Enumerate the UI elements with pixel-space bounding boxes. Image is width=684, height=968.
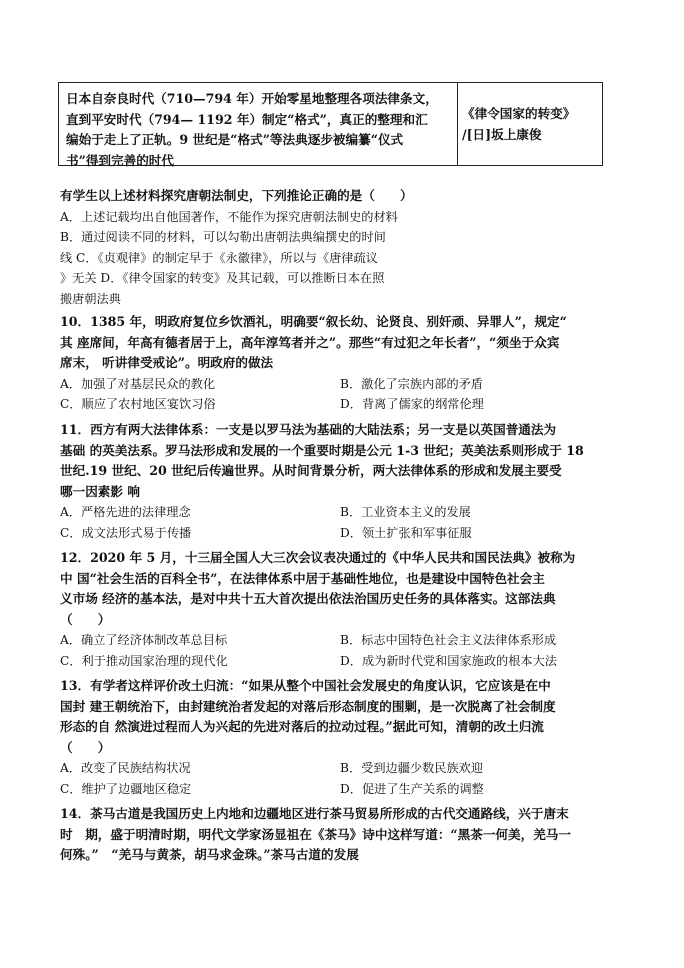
- option-a: A．确立了经济体制改革总目标: [60, 633, 228, 647]
- option-c: C．成文法形式易于传播: [60, 525, 192, 540]
- option-b: B．工业资本主义的发展: [340, 505, 471, 519]
- question-11: [60, 420, 650, 543]
- option-c: C．利于推动国家治理的现代化: [60, 653, 228, 668]
- question-stem-line: （ ）: [60, 739, 111, 755]
- option-b: B．标志中国特色社会主义法律体系形成: [340, 633, 557, 647]
- option-d: D．成为新时代党和国家施政的根本大法: [340, 653, 557, 668]
- options-grid: [60, 758, 650, 799]
- question-14: [60, 804, 650, 866]
- question-stem-line: 10．1385 年，明政府复位乡饮酒礼，明确要“叙长幼、论贤良、别奸顽、异罪人”，规定“: [60, 314, 567, 329]
- question-option-line: 》无关 D．《律令国家的转变》及其记载，可以推断日本在照: [60, 271, 385, 285]
- question-stem-line: 何殊。” “羌马与黄茶，胡马求金珠。”茶马古道的发展: [60, 847, 359, 862]
- question-10: [60, 312, 650, 415]
- source-excerpt-line: 书”得到完善的时代: [66, 152, 174, 168]
- question-9: [60, 186, 650, 309]
- question-stem-line: 时 期，盛于明清时期，明代文学家汤显祖在《茶马》诗中这样写道：“黑茶一何美，羌马一: [60, 826, 571, 842]
- question-option-line: 搬唐朝法典: [60, 291, 121, 306]
- options-grid: [60, 630, 650, 671]
- option-a: A．加强了对基层民众的教化: [60, 376, 216, 391]
- option-c: C．顺应了农村地区宴饮习俗: [60, 397, 216, 411]
- question-stem-line: 国封 建王朝统治下，由封建统治者发起的对落后形态制度的围剿，是一次脱离了社会制度: [60, 698, 556, 714]
- option-a: A．严格先进的法律理念: [60, 505, 191, 519]
- options-grid: [60, 502, 650, 543]
- question-stem-line: 14．茶马古道是我国历史上内地和边疆地区进行茶马贸易所形成的古代交通路线，兴于唐末: [60, 806, 569, 821]
- option-a: A．改变了民族结构状况: [60, 761, 191, 775]
- option-c: C．维护了边疆地区稳定: [60, 781, 192, 796]
- source-excerpt-line: 日本自奈良时代（710—794 年）开始零星地整理各项法律条文，: [66, 91, 438, 106]
- option-b: B．受到边疆少数民族欢迎: [340, 761, 484, 775]
- source-excerpt-line: 直到平安时代（794— 1192 年）制定“格式”，真正的整理和汇: [66, 111, 428, 127]
- source-citation-title: 《律令国家的转变》: [462, 106, 576, 121]
- question-stem-line: 12．2020 年 5 月，十三届全国人大三次会议表决通过的《中华人民共和国民法典》被称为: [60, 550, 576, 565]
- source-citation-author: /[日]坂上康俊: [462, 126, 542, 142]
- question-stem-line: 席末， 听讲律受戒论”。明政府的做法: [60, 355, 274, 370]
- option-b: B．激化了宗族内部的矛盾: [340, 376, 484, 391]
- question-stem-line: 11．西方有两大法律体系：一支是以罗马法为基础的大陆法系；另一支是以英国普通法为: [60, 422, 557, 437]
- option-d: D．促进了生产关系的调整: [340, 781, 484, 796]
- question-option-line: 线 C．《贞观律》的制定早于《永徽律》，所以与《唐律疏议: [60, 250, 378, 265]
- option-d: D．领土扩张和军事征服: [340, 525, 472, 540]
- source-excerpt-cell: [59, 83, 458, 168]
- question-stem-line: （ ）: [60, 611, 111, 627]
- question-option-line: B．通过阅读不同的材料，可以勾勒出唐朝法典编撰史的时间: [60, 230, 386, 244]
- question-stem-line: 世纪.19 世纪、20 世纪后传遍世界。从时间背景分析，两大法律体系的形成和发展主要受: [60, 463, 562, 478]
- source-table: [58, 82, 603, 166]
- options-grid: [60, 374, 650, 415]
- question-13: [60, 676, 650, 799]
- question-option-line: A．上述记载均出自他国著作，不能作为探究唐朝法制史的材料: [60, 209, 398, 224]
- question-stem: 有学生以上述材料探究唐朝法制史，下列推论正确的是（ ）: [60, 188, 413, 203]
- option-d: D．背离了儒家的纲常伦理: [340, 397, 484, 411]
- source-citation-cell: [458, 83, 602, 165]
- question-stem-line: 中 国“社会生活的百科全书”，在法律体系中居于基础性地位，也是建设中国特色社会主: [60, 570, 545, 586]
- question-stem-line: 哪一因素影 响: [60, 483, 140, 499]
- question-stem-line: 其 座席间，年高有德者居于上，高年淳笃者并之”。那些“有过犯之年长者”，“须坐于众宾: [60, 334, 560, 350]
- question-stem-line: 义市场 经济的基本法，是对中共十五大首次提出依法治国历史任务的具体落实。这部法典: [60, 591, 556, 606]
- question-stem-line: 13．有学者这样评价改土归流：“如果从整个中国社会发展史的角度认识，它应该是在中: [60, 678, 551, 693]
- source-excerpt-line: 编始于走上了正轨。9 世纪是“格式”等法典逐步被编纂“仪式: [66, 132, 404, 147]
- question-12: [60, 548, 650, 671]
- question-stem-line: 形态的自 然演进过程而人为兴起的先进对落后的拉动过程。”据此可知，清朝的改土归流: [60, 719, 544, 734]
- question-stem-line: 基础 的英美法系。罗马法形成和发展的一个重要时期是公元 1-3 世纪；英美法系则形成于 18: [60, 442, 584, 458]
